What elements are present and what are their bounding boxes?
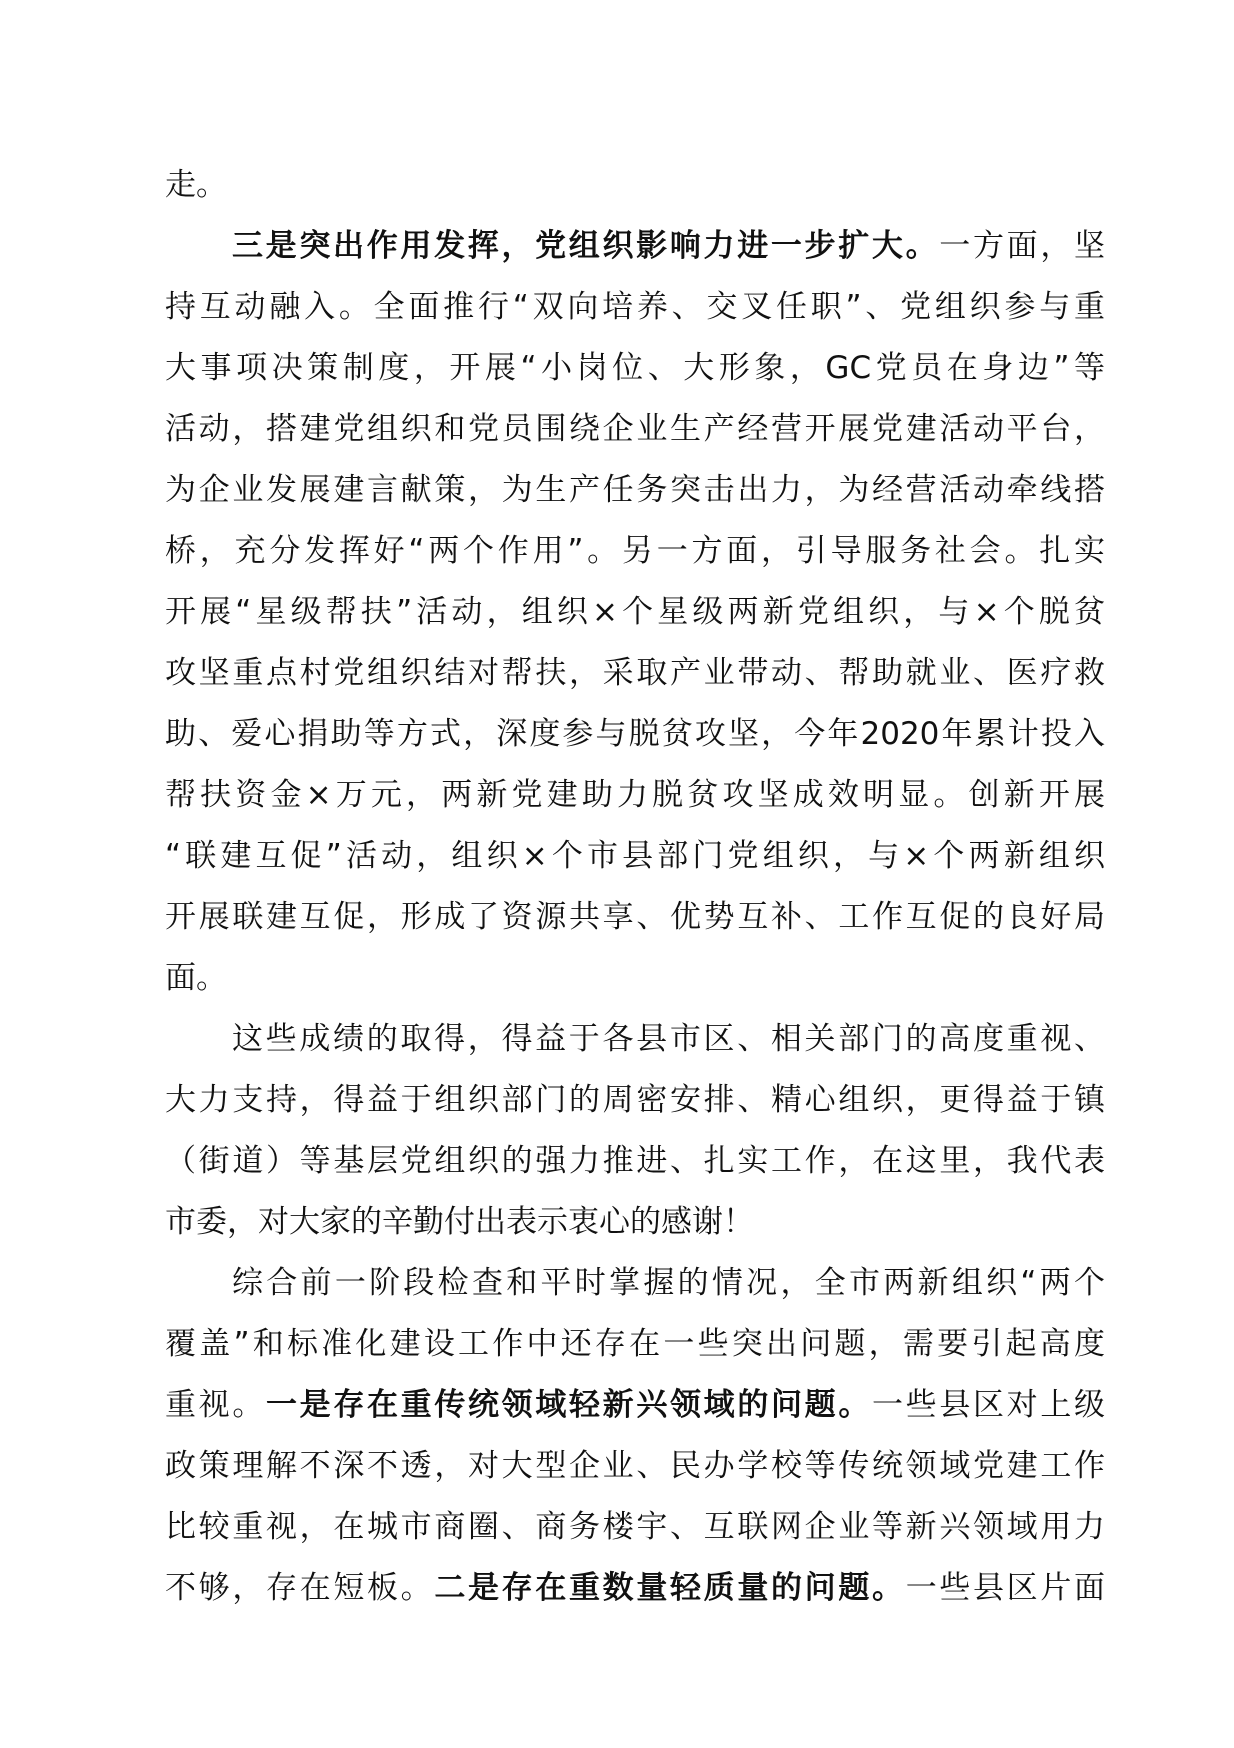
text-segment: 政策理解不深不透，对大型企业、民办学校等传统领域党建工作	[165, 1448, 1105, 1484]
text-segment: 持互动融入。全面推行“双向培养、交叉任职”、党组织参与重	[165, 289, 1105, 325]
text-line	[165, 521, 1105, 582]
text-segment: 活动，搭建党组织和党员围绕企业生产经营开展党建活动平台，	[165, 411, 1105, 447]
text-segment: 这些成绩的取得，得益于各县市区、相关部门的高度重视、	[232, 1021, 1105, 1057]
text-segment: 开展“星级帮扶”活动，组织×个星级两新党组织，与×个脱贫	[165, 594, 1105, 630]
text-segment: 攻坚重点村党组织结对帮扶，采取产业带动、帮助就业、医疗救	[165, 655, 1105, 691]
text-line	[165, 643, 1105, 704]
text-segment: 一方面，坚	[939, 228, 1105, 264]
text-line	[165, 887, 1105, 948]
text-segment: 助、爱心捐助等方式，深度参与脱贫攻坚，今年2020年累计投入	[165, 716, 1105, 752]
text-line	[165, 1009, 1105, 1070]
text-line	[165, 765, 1105, 826]
text-line	[165, 277, 1105, 338]
bold-text-segment: 一是存在重传统领域轻新兴领域的问题。	[266, 1387, 872, 1423]
text-line	[165, 704, 1105, 765]
text-line	[165, 1314, 1105, 1375]
document-body	[165, 155, 1105, 1619]
text-segment: 综合前一阶段检查和平时掌握的情况，全市两新组织“两个	[232, 1265, 1105, 1301]
text-segment: 重视。	[165, 1387, 266, 1423]
text-line	[165, 1192, 1105, 1253]
text-line	[165, 399, 1105, 460]
text-line	[165, 1497, 1105, 1558]
text-segment: 一些县区对上级	[872, 1387, 1105, 1423]
text-line	[165, 1558, 1105, 1619]
bold-text-segment: 三是突出作用发挥，党组织影响力进一步扩大。	[232, 228, 940, 264]
text-line	[165, 216, 1105, 277]
text-segment: 帮扶资金×万元，两新党建助力脱贫攻坚成效明显。创新开展	[165, 777, 1105, 813]
text-line	[165, 338, 1105, 399]
text-segment: 为企业发展建言献策，为生产任务突击出力，为经营活动牵线搭	[165, 472, 1105, 508]
text-line	[165, 1131, 1105, 1192]
text-line	[165, 1070, 1105, 1131]
text-line	[165, 1253, 1105, 1314]
text-line	[165, 460, 1105, 521]
text-segment: 覆盖”和标准化建设工作中还存在一些突出问题，需要引起高度	[165, 1326, 1105, 1362]
text-segment: 不够，存在短板。	[165, 1570, 435, 1606]
text-segment: 一些县区片面	[905, 1570, 1105, 1606]
text-segment: 开展联建互促，形成了资源共享、优势互补、工作互促的良好局	[165, 899, 1105, 935]
text-line	[165, 1375, 1105, 1436]
text-segment: 大事项决策制度，开展“小岗位、大形象，GC党员在身边”等	[165, 350, 1105, 386]
text-segment: 市委，对大家的辛勤付出表示衷心的感谢！	[165, 1204, 754, 1240]
text-segment: 面。	[165, 960, 227, 996]
text-line	[165, 826, 1105, 887]
text-segment: 走。	[165, 167, 227, 203]
text-segment: 比较重视，在城市商圈、商务楼宇、互联网企业等新兴领域用力	[165, 1509, 1105, 1545]
text-line	[165, 155, 1105, 216]
text-line	[165, 582, 1105, 643]
text-segment: 桥，充分发挥好“两个作用”。另一方面，引导服务社会。扎实	[165, 533, 1105, 569]
text-segment: （街道）等基层党组织的强力推进、扎实工作，在这里，我代表	[165, 1143, 1105, 1179]
text-line	[165, 1436, 1105, 1497]
text-segment: “联建互促”活动，组织×个市县部门党组织，与×个两新组织	[165, 838, 1105, 874]
text-line	[165, 948, 1105, 1009]
bold-text-segment: 二是存在重数量轻质量的问题。	[434, 1570, 906, 1606]
text-segment: 大力支持，得益于组织部门的周密安排、精心组织，更得益于镇	[165, 1082, 1105, 1118]
